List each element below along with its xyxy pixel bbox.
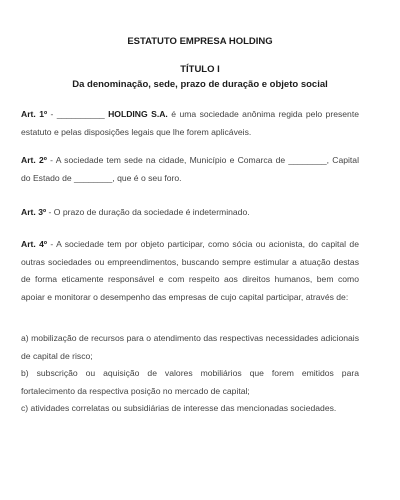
article-3 <box>21 204 359 222</box>
article-2-text-c: , que é o seu foro. <box>112 172 182 183</box>
article-1: Art. 1º - __________ HOLDING S.A. é uma sociedade anônima regida pelo presente estatuto e pelas disposições legais que lhe forem aplicáveis. <box>21 109 359 137</box>
article-4 <box>21 236 359 306</box>
article-4-number: Art. 4º <box>21 239 48 249</box>
item-list <box>21 330 359 418</box>
article-1-number: Art. 1º <box>21 109 48 119</box>
article-2-number: Art. 2º <box>21 155 47 165</box>
article-3-text: - O prazo de duração da sociedade é indeterminado. <box>46 207 250 217</box>
article-2 <box>21 152 359 187</box>
article-3-number: Art. 3º <box>21 207 47 217</box>
list-item-a: a) mobilização de recursos para o atendimento das respectivas necessidades adicionais de capital de risco; <box>21 333 359 361</box>
article-4-text: - A sociedade tem por objeto participar, como sócia ou acionista, do capital de outras sociedades ou empreendimentos, buscando sempre estimular a atuação destas de forma eticamente responsável e com respeito aos direitos humanos, bem como apoiar e monitorar o desempenho das empresas de cujo capital participar, através de: <box>21 239 359 302</box>
article-1-text: é uma sociedade anônima regida pelo presente estatuto e pelas disposições legais que lhe forem aplicáveis. <box>21 109 359 137</box>
article-1-company: HOLDING S.A. <box>108 109 168 119</box>
section-subheading: Da denominação, sede, prazo de duração e objeto social <box>72 79 328 90</box>
document-title: ESTATUTO EMPRESA HOLDING <box>127 36 273 47</box>
list-item-b: b) subscrição ou aquisição de valores mobiliários que forem emitidos para fortalecimento da respectiva posição no mercado de capital; <box>21 368 359 396</box>
article-2-text-b: , Capital do Estado de <box>21 155 359 183</box>
article-2-text-a: - A sociedade tem sede na cidade, Município e Comarca de <box>46 155 289 165</box>
section-heading: TÍTULO I <box>180 64 220 75</box>
list-item-c: c) atividades correlatas ou subsidiárias de interesse das mencionadas sociedades. <box>21 403 337 413</box>
article-2-blank-a: ________ <box>288 155 327 165</box>
article-2-blank-b: ________ <box>74 172 113 183</box>
article-1-blank: __________ <box>56 109 105 119</box>
